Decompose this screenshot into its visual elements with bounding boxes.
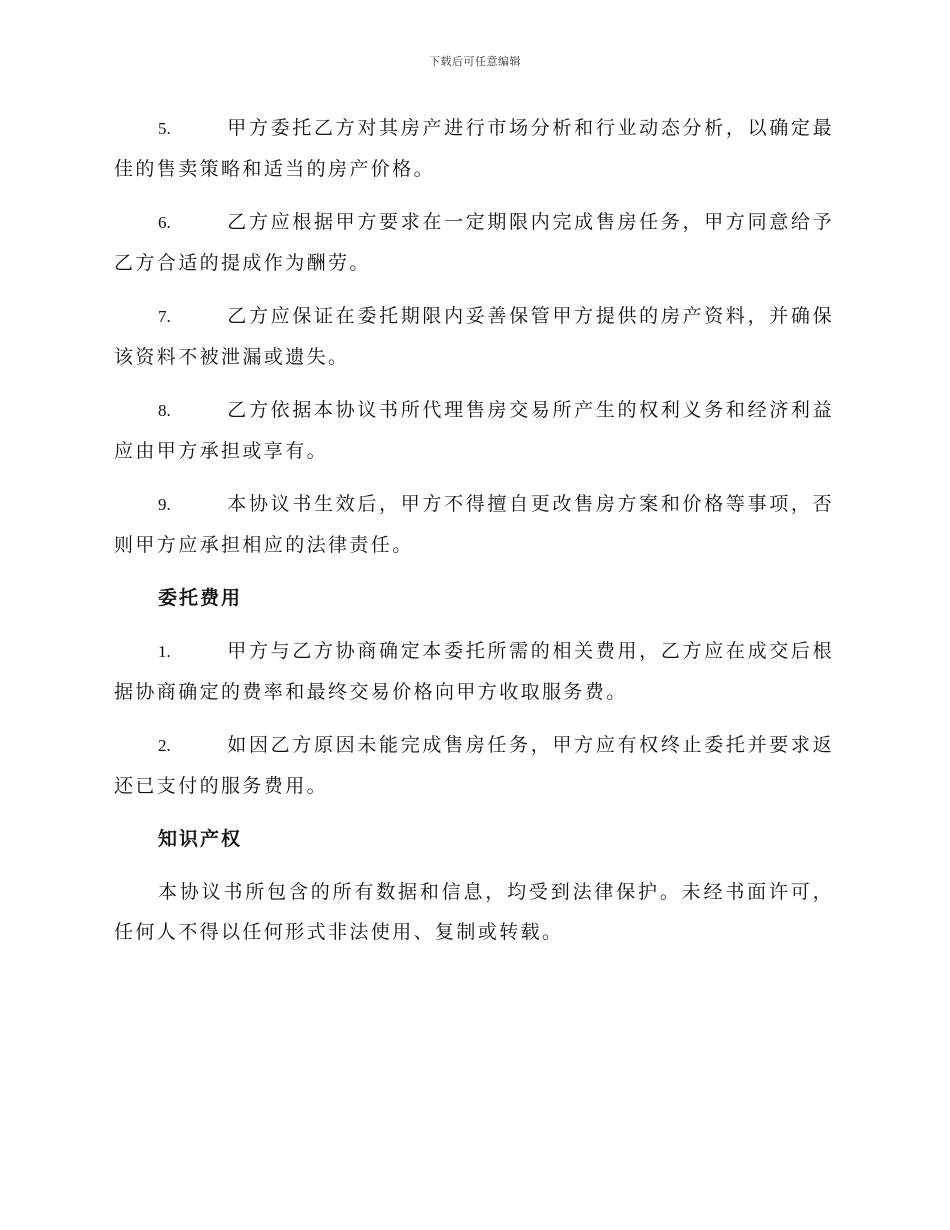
section-title-fees: 委托费用 xyxy=(158,587,243,609)
item-text: 甲方与乙方协商确定本委托所需的相关费用，乙方应在成交后根据协商确定的费率和最终交易价格向甲方收取服务费。 xyxy=(114,640,834,703)
item-number: 1. xyxy=(158,642,171,661)
item-text: 乙方应保证在委托期限内妥善保管甲方提供的房产资料，并确保该资料不被泄漏或遗失。 xyxy=(114,305,834,368)
list-item xyxy=(114,296,834,377)
list-item xyxy=(114,725,834,806)
section-title-ip: 知识产权 xyxy=(158,828,243,850)
item-number: 6. xyxy=(158,213,171,232)
item-number: 9. xyxy=(158,495,171,514)
item-number: 8. xyxy=(158,401,171,420)
item-text: 本协议书生效后，甲方不得擅自更改售房方案和价格等事项，否则甲方应承担相应的法律责任。 xyxy=(114,493,834,556)
item-text: 如因乙方原因未能完成售房任务，甲方应有权终止委托并要求返还已支付的服务费用。 xyxy=(114,734,834,797)
item-number: 5. xyxy=(158,119,171,138)
item-number: 7. xyxy=(158,307,171,326)
list-item xyxy=(114,108,834,189)
item-text: 乙方应根据甲方要求在一定期限内完成售房任务，甲方同意给予乙方合适的提成作为酬劳。 xyxy=(114,211,834,274)
ip-paragraph: 本协议书所包含的所有数据和信息，均受到法律保护。未经书面许可，任何人不得以任何形式非法使用、复制或转载。 xyxy=(114,881,834,943)
item-number: 2. xyxy=(158,736,171,755)
list-item xyxy=(114,631,834,712)
list-item xyxy=(114,484,834,565)
item-text: 甲方委托乙方对其房产进行市场分析和行业动态分析，以确定最佳的售卖策略和适当的房产价格。 xyxy=(114,117,834,180)
list-item xyxy=(114,390,834,471)
item-text: 乙方依据本协议书所代理售房交易所产生的权利义务和经济利益应由甲方承担或享有。 xyxy=(114,399,834,462)
document-body xyxy=(114,108,834,952)
list-item xyxy=(114,202,834,283)
page-header: 下载后可任意编辑 xyxy=(429,55,521,68)
